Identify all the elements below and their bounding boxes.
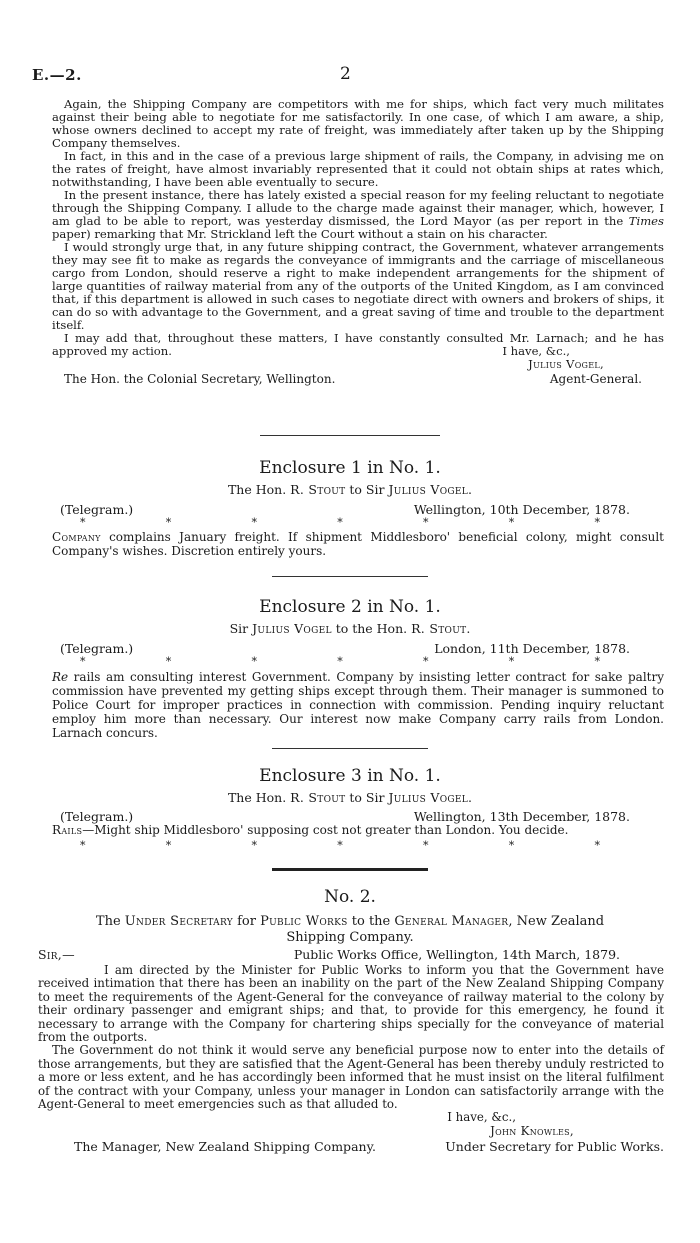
letter-paragraph: The Government do not think it would serve any beneficial purpose now to enter into the details of those arrangements, but they are satisfied that the Agent-General has been thereby unduly restricted to a more or less extent, and he has accordingly been informed that he must insist on the literal fulfilment of the contract with your Company, unless your manager in London can satisfactorily arrange with the Agent-General to meet emergencies such as that alluded to. [38,1043,664,1112]
enclosure-1-subtitle: The Hon. R. Stout to Sir Julius Vogel. [227,482,473,497]
letter-paragraph: I would strongly urge that, in any future shipping contract, the Government, whatever arrangements they may see fit to make as regards the conveyance of immigrants and the carriage of miscellaneous cargo from London, should reserve a right to make independent arrangements for the shipment of large quantities of railway material from any of the outports of the United Kingdom, as I am convinced that, if this department is allowed in such cases to negotiate direct with owners and brokers of ships, it can do so with advantage to the Government, and a great saving of time and trouble to the department itself. [52,240,664,332]
enclosure-2-message: Re rails am consulting interest Government. Company by insisting letter contract for sake paltry commission have prevented my getting ships except through them. Their manager is summoned to Police Court for improper practices in connection with commission. Pending inquiry reluctant employ him more than necessary. Our interest now make Company carry rails from London. Larnach concurs. [52,670,664,740]
section-divider [272,748,428,749]
enclosure-1-message: Company complains January freight. If shipment Middlesboro' beneficial colony, might consult Company's wishes. Discretion entirely yours. [52,530,664,558]
letter-paragraph: Again, the Shipping Company are competitors with me for ships, which fact very much militates against their being able to negotiate for me satisfactorily. In one case, of which I am aware, a ship, whose owners declined to accept my rate of freight, was immediately after taken up by the Shipping Company themselves. [52,97,664,150]
times-newspaper-name: Times [628,214,664,228]
no2-signatory: John Knowles, [490,1123,574,1138]
telegram-label: (Telegram.) [60,641,134,656]
letter-signatory: Julius Vogel, [528,357,604,371]
enclosure-2-subtitle: Sir Julius Vogel to the Hon. R. Stout. [229,621,471,636]
telegram-label: (Telegram.) [60,502,134,517]
enclosure-2-title: Enclosure 2 in No. 1. [259,597,441,617]
letter-paragraph: In fact, in this and in the case of a previous large shipment of rails, the Company, in advising me on the rates of freight, have almost invariably represented that it could not obtain ships at rates which, notwithstanding, I have been able eventually to secure. [52,149,664,189]
no2-subtitle-line2: Shipping Company. [286,930,414,945]
enclosure-1-header [60,502,630,517]
letter-footer [52,373,664,386]
letter-body [52,98,664,386]
letter-paragraph: I am directed by the Minister for Public Works to inform you that the Government have received intimation that there has been an inability on the part of the New Zealand Shipping Company to meet the requirements of the Agent-General for the conveyance of railway material to the colony by their ordinary passenger and emigrant ships; and that, to provide for this emergency, he found it necessary to arrange with the Company for chartering ships specially for the conveyance of material from the outports. [38,963,664,1045]
enclosure-3-header [60,809,630,824]
section-divider [272,576,428,577]
page-number: 2 [340,64,351,84]
ellipsis-stars: * * * * * * * [80,839,600,852]
enclosure-3-message: Rails—Might ship Middlesboro' supposing cost not greater than London. You decide. [52,823,569,837]
letter-paragraph: In the present instance, there has lately existed a special reason for my feeling reluctant to negotiate through the Shipping Company. I allude to the charge made against their manager, which, however, I am glad to be able to report, was yesterday dismissed, the Lord Mayor (as per report in the Times paper) remarking that Mr. Strickland left the Court without a stain on his character. [52,188,664,241]
enclosure-1-title: Enclosure 1 in No. 1. [259,458,441,478]
letter-paragraph: I may add that, throughout these matters, I have constantly consulted Mr. Larnach; and he has approved my action. [52,331,664,358]
enclosure-3-subtitle: The Hon. R. Stout to Sir Julius Vogel. [227,790,473,805]
no2-header-row [38,947,620,962]
letter-addressee: The Hon. the Colonial Secretary, Wellington. [64,372,336,386]
enclosure-2-header [60,641,630,656]
place-date: Public Works Office, Wellington, 14th March, 1879. [293,947,620,962]
no2-title: No. 2. [324,887,376,907]
place-date: Wellington, 13th December, 1878. [413,809,630,824]
no2-subtitle: The Under Secretary for Public Works to the General Manager, New Zealand [95,914,605,929]
letter-closing: I have, &c., [502,344,570,358]
section-divider-thick [272,868,428,871]
ellipsis-stars: * * * * * * * [80,516,600,529]
letter-signatory-title: Agent-General. [549,372,642,386]
no2-signatory-title: Under Secretary for Public Works. [445,1139,664,1155]
place-date: Wellington, 10th December, 1878. [413,502,630,517]
no2-body [38,964,664,1154]
section-divider [260,435,440,436]
ellipsis-stars: * * * * * * * [80,655,600,668]
telegram-label: (Telegram.) [60,809,134,824]
salutation: Sir,— [38,947,75,962]
no2-addressee: The Manager, New Zealand Shipping Company. [74,1139,376,1155]
enclosure-3-title: Enclosure 3 in No. 1. [259,766,441,786]
place-date: London, 11th December, 1878. [434,641,630,656]
no2-footer [38,1140,664,1153]
no2-closing: I have, &c., [447,1110,516,1125]
report-reference: E.—2. [32,66,82,84]
